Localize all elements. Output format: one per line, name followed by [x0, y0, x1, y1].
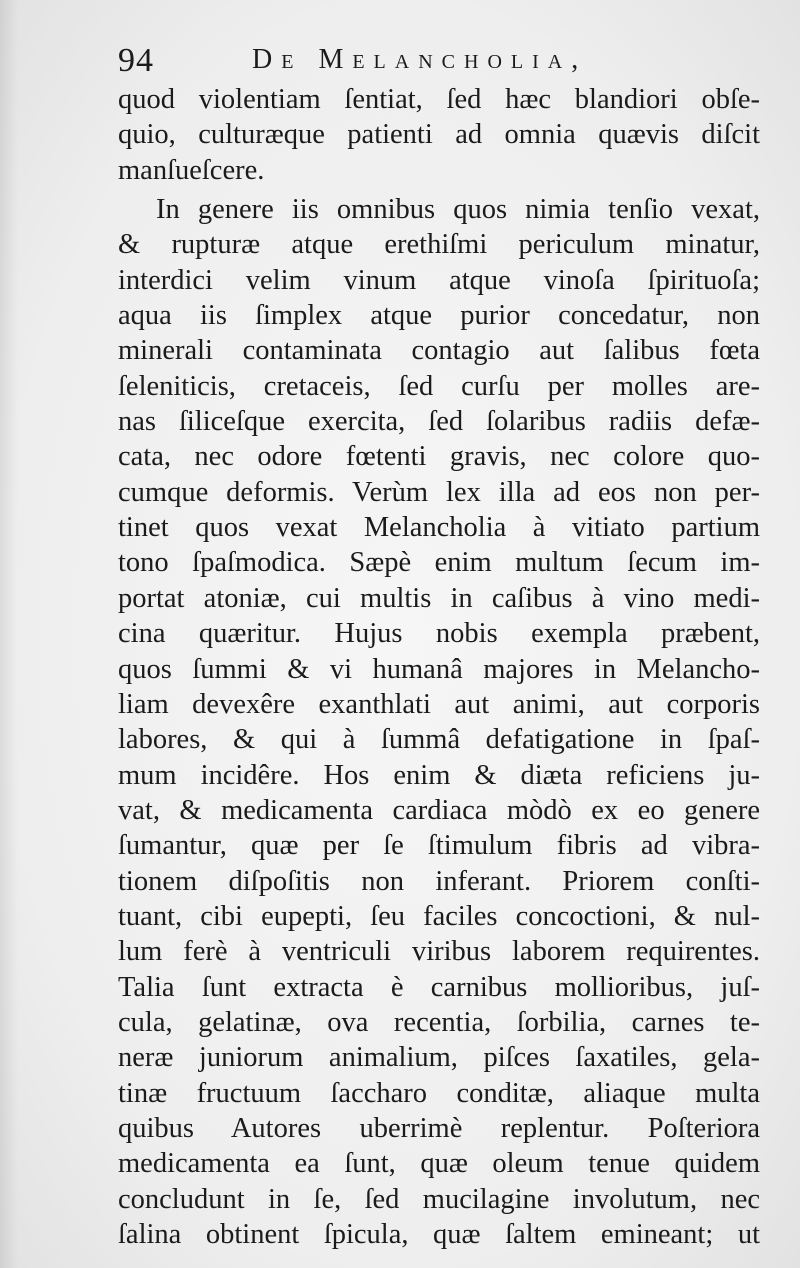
text-line: cina quæritur. Hujus nobis exempla præbent,	[118, 618, 760, 650]
text-line: aqua iis ſimplex atque purior concedatur, non	[118, 300, 760, 332]
body-text	[118, 82, 760, 1252]
text-line: quos ſummi & vi humanâ majores in Melancho-	[118, 653, 760, 685]
text-line: minerali contaminata contagio aut ſalibus fœta	[118, 335, 760, 367]
gutter-shadow	[0, 0, 18, 1268]
paragraph-first-line: In genere iis omnibus quos nimia tenſio vexat,	[156, 194, 760, 226]
text-line: concludunt in ſe, ſed mucilagine involutum, nec	[118, 1183, 760, 1215]
text-line: tono ſpaſmodica. Sæpè enim multum ſecum im-	[118, 547, 760, 579]
text-line: cula, gelatinæ, ova recentia, ſorbilia, carnes te-	[118, 1006, 760, 1038]
text-line: portat atoniæ, cui multis in caſibus à vino medi-	[118, 582, 760, 614]
text-line: labores, & qui à ſummâ defatigatione in ſpaſ-	[118, 724, 760, 756]
text-line: cumque deformis. Verùm lex illa ad eos non per-	[118, 476, 760, 508]
text-line: cata, nec odore fœtenti gravis, nec colore quo-	[118, 441, 760, 473]
running-title: De Melancholia,	[252, 44, 588, 75]
text-line: nas ſiliceſque exercita, ſed ſolaribus radiis defæ-	[118, 406, 760, 438]
text-line: Talia ſunt extracta è carnibus mollioribus, juſ-	[118, 971, 760, 1003]
text-line: quod violentiam ſentiat, ſed hæc blandiori obſe-	[118, 84, 760, 115]
text-line: interdici velim vinum atque vinoſa ſpirituoſa;	[118, 264, 760, 296]
text-line: liam devexêre exanthlati aut animi, aut corporis	[118, 688, 760, 720]
text-line: & rupturæ atque erethiſmi periculum minatur,	[118, 229, 760, 261]
text-line: neræ juniorum animalium, piſces ſaxatiles, gela-	[118, 1042, 760, 1074]
text-line: ſeleniticis, cretaceis, ſed curſu per molles are-	[118, 370, 760, 402]
text-line: tinæ fructuum ſaccharo conditæ, aliaque multa	[118, 1077, 760, 1109]
text-line: lum ferè à ventriculi viribus laborem requirentes.	[118, 936, 760, 968]
text-line: ſumantur, quæ per ſe ſtimulum fibris ad vibra-	[118, 830, 760, 862]
text-line: mum incidêre. Hos enim & diæta reficiens ju-	[118, 759, 760, 791]
text-line: manſueſcere.	[118, 154, 265, 186]
text-line: vat, & medicamenta cardiaca mòdò ex eo genere	[118, 794, 760, 826]
text-line: quio, culturæque patienti ad omnia quævis diſcit	[118, 119, 760, 151]
text-line: tinet quos vexat Melancholia à vitiato partium	[118, 512, 760, 544]
text-line: medicamenta ea ſunt, quæ oleum tenue quidem	[118, 1148, 760, 1180]
text-line: tuant, cibi eupepti, ſeu faciles concoctioni, & nul-	[118, 900, 760, 932]
page-number: 94	[118, 42, 154, 79]
text-line: ſalina obtinent ſpicula, quæ ſaltem emineant; ut	[118, 1219, 760, 1250]
text-line: tionem diſpoſitis non inferant. Priorem conſti-	[118, 865, 760, 897]
text-line: quibus Autores uberrimè replentur. Poſteriora	[118, 1112, 760, 1144]
